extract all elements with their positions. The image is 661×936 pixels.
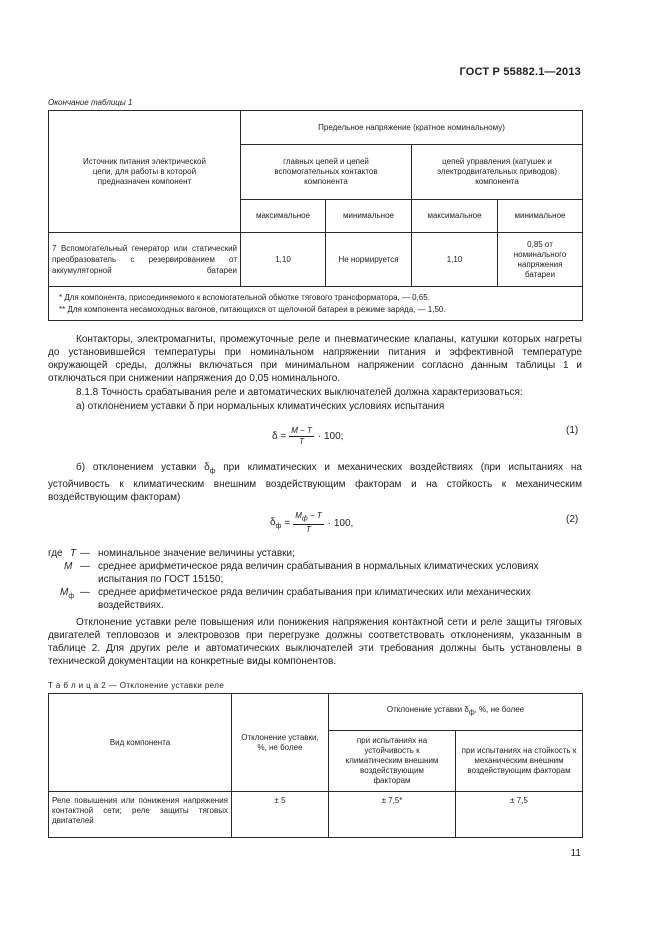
equation-1-fraction: [289, 426, 314, 447]
table2-cell-mechanical: ± 7,5: [456, 792, 583, 838]
equation-2-fraction: [293, 511, 324, 536]
table1-caption: Окончание таблицы 1: [48, 98, 133, 107]
table2-row-label: Реле повышения или понижения напряжения контактной сети; реле защиты тяговых двигателей: [49, 792, 232, 838]
equation-2: [270, 508, 353, 538]
table1-cell-max-1: 1,10: [241, 233, 326, 287]
table2: [48, 693, 583, 838]
paragraph-item-a: а) отклонением уставки δ при нормальных климатических условиях испытания: [76, 401, 445, 412]
table2-header-climatic: при испытаниях на устойчивость к климатическим внешним воздействующим факторам: [329, 731, 456, 792]
equation-2-denominator: T: [306, 525, 311, 535]
definition-m: M — среднее арифметическое ряда величин срабатывания в нормальных климатических условиях испытания по ГОСТ 15150;: [64, 561, 539, 585]
table2-cell-deviation: ± 5: [232, 792, 329, 838]
table1-footnote-2: ** Для компонента несамоходных вагонов, питающихся от щелочной батареи в режиме заряда, — 1,50.: [59, 304, 446, 314]
definitions: [48, 547, 582, 612]
table1-header-main-circuits: главных цепей и цепей вспомогательных контактов компонента: [241, 145, 412, 200]
equation-2-lhs: $\delta_ф$: [270, 516, 282, 530]
definition-t: где T — номинальное значение величины уставки;: [48, 548, 295, 559]
equation-2-numerator: $M_ф - T$: [293, 511, 324, 526]
table1-cell-min-2: 0,85 от номинального напряжения батареи: [498, 233, 583, 287]
equation-2-tail: · 100,: [327, 517, 354, 529]
paragraph-item-b: б) отклонением уставки $\delta_ф$ при климатических и механических воздействиях (при испытаниях на устойчивость к климатическим внешним воздействующим факторам и на стойкость к механическим воздействующим факторам): [48, 462, 582, 503]
equation-2-equals: =: [284, 517, 291, 529]
table1-header-max-2: максимальное: [412, 200, 498, 233]
table1-cell-max-2: 1,10: [412, 233, 498, 287]
equation-1-tail: · 100;: [317, 430, 344, 442]
table2-caption: Т а б л и ц а 2 — Отклонение уставки реле: [48, 681, 225, 690]
table2-header-mechanical: при испытаниях на стойкость к механическим внешним воздействующим факторам: [456, 731, 583, 792]
table1-cell-min-1: Не нормируется: [326, 233, 412, 287]
equation-1-denominator: T: [299, 436, 304, 446]
table2-header-kind: Вид компонента: [49, 694, 232, 792]
table2-cell-climatic: ± 7,5*: [329, 792, 456, 838]
table1: [48, 110, 583, 321]
document-code: ГОСТ Р 55882.1—2013: [459, 66, 581, 78]
paragraph-contactors: Контакторы, электромагниты, промежуточные реле и пневматические клапаны, катушки которых нагреты до установившейся температуры при номинальном напряжении питания и эффективной температуре окружающей среды, должны включаться при минимальном напряжении согласно данным таблицы 1 и отключаться при снижении напряжения до 0,05 номинального.: [48, 334, 582, 384]
table1-header-min-1: минимальное: [326, 200, 412, 233]
equation-2-number: (2): [566, 514, 579, 525]
equation-1-number: (1): [566, 425, 579, 436]
paragraph-relay-deviation: Отклонение уставки реле повышения или понижения напряжения контактной сети и реле защиты тяговых двигателей тепловозов и электровозов при перегрузке должны соответствовать отклонениям, указанным в таблице 2. Для других реле и автоматических выключателей эти требования должны быть установлены в технической документации на конкретные виды компонентов.: [48, 617, 582, 667]
paragraph-8-1-8: 8.1.8 Точность срабатывания реле и автоматических выключателей должна характеризоваться:: [76, 387, 523, 398]
table2-header-deviation: Отклонение уставки, %, не более: [232, 694, 329, 792]
table1-footnotes: [49, 287, 583, 321]
table1-row-label: 7 Вспомогательный генератор или статический преобразователь с резервированием от аккумуляторной батареи: [49, 233, 241, 287]
table1-header-max-1: максимальное: [241, 200, 326, 233]
table2-header-deviation-f: Отклонение уставки $\delta_ф$, %, не более: [329, 694, 583, 731]
page-number: 11: [570, 848, 581, 859]
table1-footnote-1: * Для компонента, присоединяемого к вспомогательной обмотке тягового трансформатора, — 0,65.: [59, 292, 430, 302]
definition-mf: $M_ф$ — среднее арифметическое ряда величин срабатывания при климатических или механических воздействиях.: [60, 587, 531, 611]
equation-1-numerator: M − T: [291, 425, 312, 435]
equation-1-lhs: δ =: [272, 430, 287, 442]
table1-header-min-2: минимальное: [498, 200, 583, 233]
equation-1: [272, 422, 343, 450]
table1-header-control-circuits: цепей управления (катушек и электродвигательных приводов) компонента: [412, 145, 583, 200]
table1-header-limit-voltage: Предельное напряжение (кратное номинальному): [241, 111, 583, 145]
table1-header-source: Источник питания электрической цепи, для работы в которой предназначен компонент: [49, 111, 241, 233]
